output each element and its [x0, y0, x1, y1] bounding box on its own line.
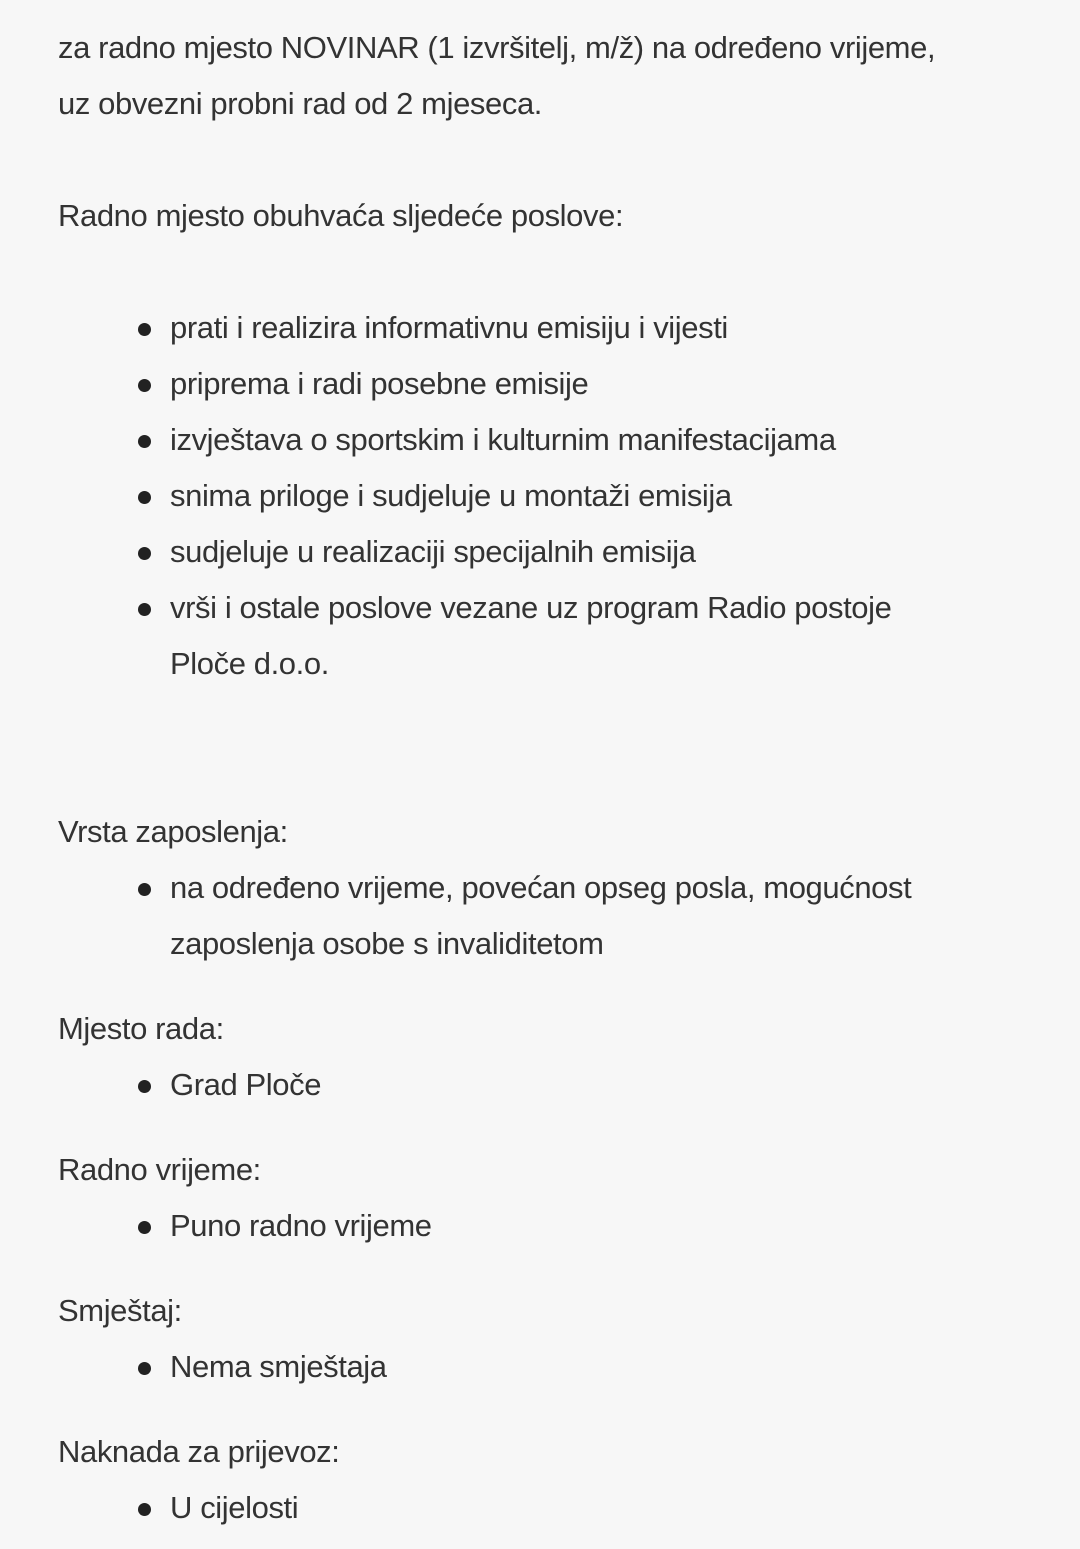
accommodation-list	[58, 1339, 1022, 1395]
transport-label: Naknada za prijevoz:	[58, 1434, 340, 1469]
intro-line-1: za radno mjesto NOVINAR (1 izvršitelj, m/ž) na određeno vrijeme,	[58, 30, 936, 65]
accommodation-label: Smještaj:	[58, 1293, 182, 1328]
list-item: Grad Ploče	[170, 1057, 1022, 1113]
list-item: Nema smještaja	[170, 1339, 1022, 1395]
list-item: prati i realizira informativnu emisiju i vijesti	[170, 300, 1022, 356]
work-location-list	[58, 1057, 1022, 1113]
employment-type-list	[58, 860, 1022, 972]
intro-line-2: uz obvezni probni rad od 2 mjeseca.	[58, 86, 543, 121]
working-hours-list	[58, 1198, 1022, 1254]
intro-paragraph	[58, 20, 1022, 132]
job-posting-content	[0, 20, 1080, 1536]
list-item: na određeno vrijeme, povećan opseg posla, mogućnost zaposlenja osobe s invaliditetom	[170, 860, 970, 972]
duties-list	[58, 300, 1022, 692]
work-location-label: Mjesto rada:	[58, 1011, 224, 1046]
list-item: priprema i radi posebne emisije	[170, 356, 1022, 412]
employment-type-label: Vrsta zaposlenja:	[58, 814, 288, 849]
transport-list	[58, 1480, 1022, 1536]
list-item: vrši i ostale poslove vezane uz program Radio postoje Ploče d.o.o.	[170, 580, 970, 692]
list-item: sudjeluje u realizaciji specijalnih emisija	[170, 524, 1022, 580]
list-item: U cijelosti	[170, 1480, 1022, 1536]
working-hours-label: Radno vrijeme:	[58, 1152, 261, 1187]
list-item: Puno radno vrijeme	[170, 1198, 1022, 1254]
list-item: snima priloge i sudjeluje u montaži emisija	[170, 468, 1022, 524]
duties-label: Radno mjesto obuhvaća sljedeće poslove:	[58, 198, 624, 233]
list-item: izvještava o sportskim i kulturnim manifestacijama	[170, 412, 1022, 468]
